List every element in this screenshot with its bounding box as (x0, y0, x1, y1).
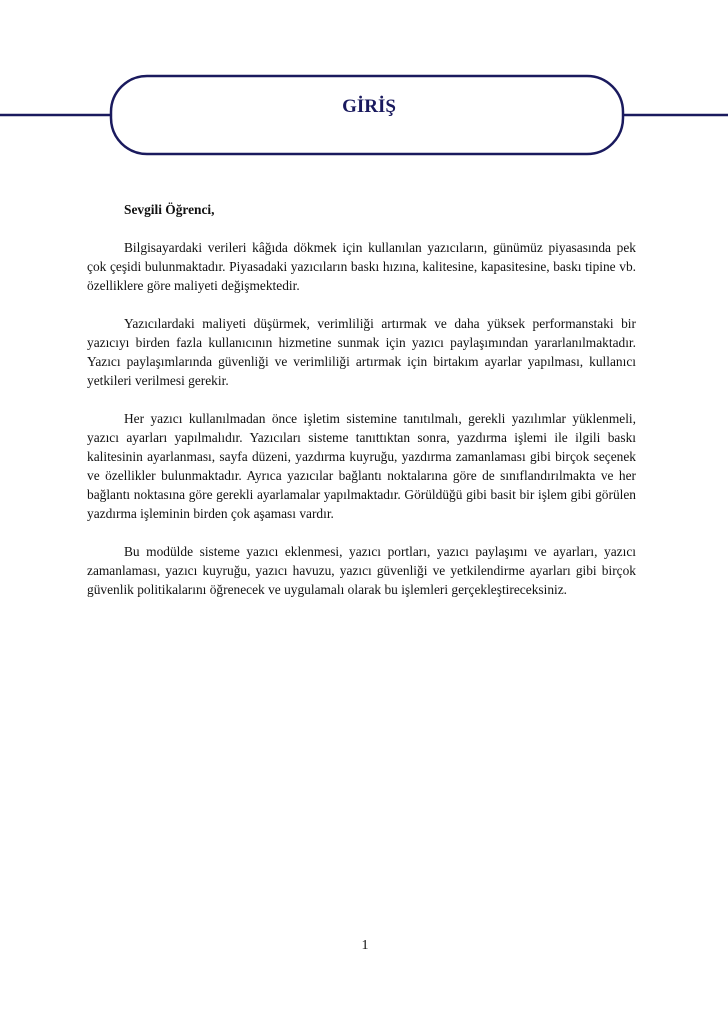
page-title: GİRİŞ (342, 96, 396, 117)
page-number: 1 (361, 938, 369, 953)
paragraph-1: Bilgisayardaki verileri kâğıda dökmek için kullanılan yazıcıların, günümüz piyasasında pek çok çeşidi bulunmaktadır. Piyasadaki yazıcıların baskı hızına, kalitesine, kapasitesine, baskı tipine vb. özelliklere göre maliyeti değişmektedir. (87, 240, 636, 293)
document-body (87, 200, 636, 618)
section-header-banner (0, 72, 728, 158)
paragraph-2: Yazıcılardaki maliyeti düşürmek, verimliliği artırmak ve daha yüksek performanstaki bir yazıcıyı birden fazla kullanıcının hizmetine sunmak için yazıcı paylaşımından yararlanılmaktadır. Yazıcı paylaşımlarında güvenliği ve verimliliği artırmak için birtakım ayarlar yapılması, kullanıcı yetkileri verilmesi gerekir. (87, 316, 636, 388)
paragraph-3: Her yazıcı kullanılmadan önce işletim sistemine tanıtılmalı, gerekli yazılımlar yüklenmeli, yazıcı ayarları yapılmalıdır. Yazıcıları sisteme tanıttıktan sonra, yazdırma işlemi ile ilgili baskı kalitesinin ayarlanması, sayfa düzeni, yazdırma kuyruğu, yazdırma zamanlaması gibi birçok seçenek ve özellikler bulunmaktadır. Ayrıca yazıcılar bağlantı noktalarına göre de sınıflandırılmakta ve her bağlantı noktasına göre gerekli ayarlamalar yapılmaktadır. Görüldüğü gibi basit bir işlem gibi görülen yazdırma işleminin birden çok aşaması vardır. (87, 411, 636, 521)
greeting-text: Sevgili Öğrenci, (124, 202, 215, 217)
paragraph-4: Bu modülde sisteme yazıcı eklenmesi, yazıcı portları, yazıcı paylaşımı ve ayarları, yazıcı zamanlaması, yazıcı kuyruğu, yazıcı havuzu, yazıcı güvenliği ve yetkilendirme ayarları gibi birçok güvenlik politikalarını öğrenecek ve uygulamalı olarak bu işlemleri gerçekleştireceksiniz. (87, 544, 636, 597)
